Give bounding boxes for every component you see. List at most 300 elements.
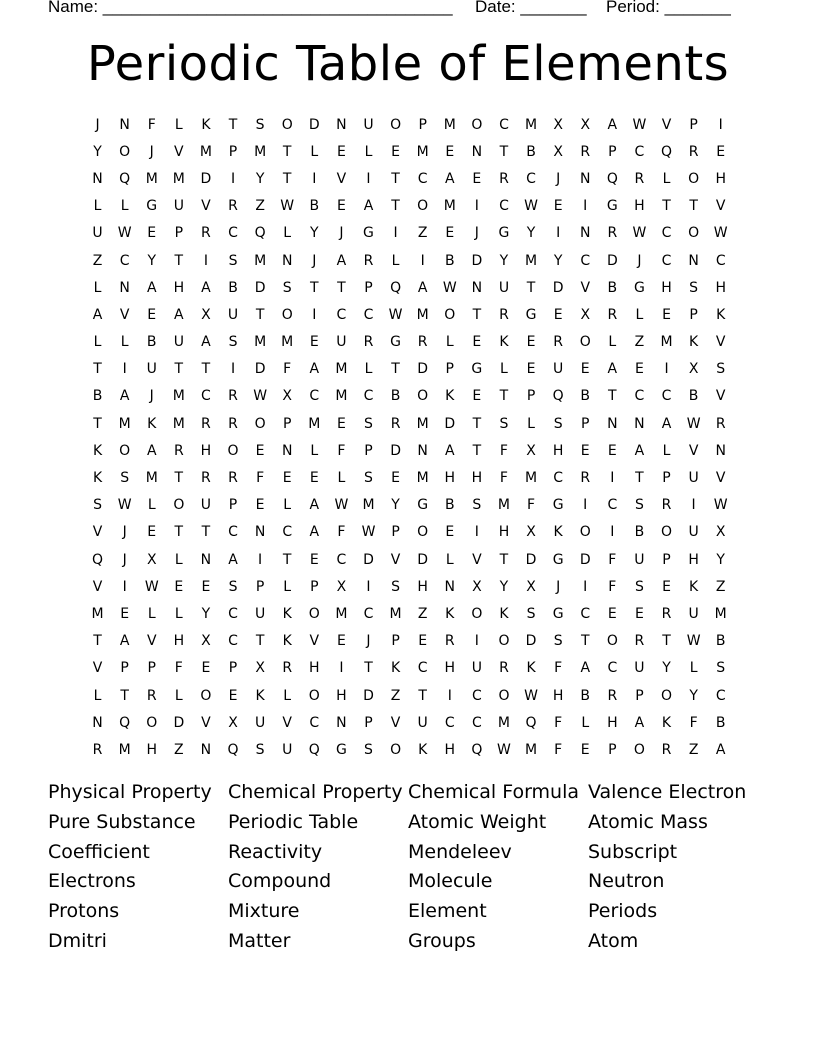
grid-letter: R: [553, 334, 563, 351]
grid-letter: M: [714, 605, 727, 622]
grid-letter: I: [203, 252, 208, 269]
grid-letter: E: [201, 578, 211, 595]
grid-letter: T: [472, 306, 482, 323]
grid-letter: C: [119, 252, 130, 269]
grid-letter: R: [444, 633, 455, 650]
word-list-item: Subscript: [588, 840, 678, 863]
grid-letter: S: [282, 279, 292, 296]
grid-letter: A: [607, 361, 618, 378]
grid-letter: D: [390, 442, 401, 459]
grid-letter: N: [200, 551, 212, 568]
grid-letter: G: [146, 198, 158, 215]
grid-letter: T: [201, 524, 211, 541]
grid-letter: V: [336, 170, 347, 187]
grid-letter: O: [688, 225, 700, 242]
grid-letter: R: [607, 687, 618, 704]
grid-letter: A: [146, 279, 157, 296]
grid-letter: M: [416, 143, 429, 160]
grid-letter: U: [688, 470, 699, 487]
word-list-item: Protons: [48, 900, 120, 923]
grid-letter: F: [256, 470, 265, 487]
grid-letter: Y: [716, 551, 725, 568]
grid-letter: E: [309, 551, 319, 568]
grid-letter: H: [444, 741, 456, 758]
grid-letter: R: [580, 143, 591, 160]
grid-letter: T: [255, 306, 265, 323]
grid-letter: O: [417, 388, 429, 405]
grid-letter: C: [363, 388, 374, 405]
grid-letter: R: [282, 660, 293, 677]
grid-letter: A: [119, 633, 130, 650]
grid-letter: S: [255, 741, 265, 758]
grid-letter: E: [336, 143, 346, 160]
grid-letter: J: [637, 252, 642, 269]
grid-letter: I: [339, 660, 344, 677]
word-list-item: Physical Property: [48, 781, 212, 803]
grid-letter: K: [526, 660, 536, 677]
grid-letter: H: [634, 198, 645, 215]
grid-letter: H: [146, 741, 157, 758]
grid-letter: F: [174, 660, 183, 677]
grid-letter: E: [445, 524, 455, 541]
grid-letter: E: [336, 198, 346, 215]
grid-letter: X: [472, 578, 482, 595]
grid-letter: J: [556, 170, 561, 187]
grid-letter: X: [580, 116, 591, 133]
grid-letter: K: [553, 524, 563, 541]
grid-letter: M: [525, 252, 538, 269]
grid-letter: L: [391, 252, 400, 269]
grid-letter: W: [686, 415, 701, 432]
grid-letter: R: [417, 334, 428, 351]
grid-letter: R: [499, 660, 509, 677]
grid-letter: E: [336, 415, 346, 432]
word-list-item: Neutron: [588, 870, 665, 893]
grid-letter: I: [312, 306, 317, 323]
word-list-item: Atom: [588, 929, 639, 952]
grid-letter: P: [689, 306, 698, 323]
grid-letter: H: [661, 279, 672, 296]
grid-letter: W: [144, 578, 159, 595]
grid-letter: I: [474, 633, 479, 650]
word-list-item: Periods: [588, 900, 658, 923]
grid-letter: N: [254, 524, 266, 541]
grid-letter: V: [92, 524, 103, 541]
grid-letter: R: [634, 170, 645, 187]
grid-letter: T: [174, 470, 184, 487]
grid-letter: M: [497, 497, 510, 514]
grid-letter: E: [580, 361, 590, 378]
grid-letter: C: [634, 143, 645, 160]
grid-letter: K: [390, 660, 401, 677]
grid-letter: H: [715, 279, 726, 296]
grid-letter: W: [253, 388, 268, 405]
grid-letter: O: [281, 306, 293, 323]
grid-letter: E: [662, 578, 671, 595]
grid-letter: C: [661, 225, 672, 242]
grid-letter: S: [228, 578, 238, 595]
grid-letter: G: [606, 198, 618, 215]
grid-letter: I: [583, 198, 588, 215]
grid-letter: A: [417, 279, 428, 296]
grid-letter: C: [471, 714, 482, 731]
grid-letter: K: [255, 687, 265, 704]
grid-letter: H: [444, 660, 456, 677]
grid-letter: I: [312, 170, 317, 187]
grid-letter: E: [607, 605, 617, 622]
grid-letter: E: [526, 334, 536, 351]
grid-letter: M: [172, 170, 185, 187]
grid-letter: I: [718, 116, 723, 133]
grid-letter: D: [417, 551, 429, 568]
grid-letter: N: [200, 741, 212, 758]
grid-letter: U: [553, 361, 564, 378]
grid-letter: O: [308, 605, 320, 622]
grid-letter: N: [119, 279, 130, 296]
grid-letter: H: [200, 442, 212, 459]
grid-letter: J: [339, 225, 344, 242]
grid-letter: C: [634, 388, 645, 405]
word-list-item: Reactivity: [228, 840, 323, 863]
word-search-grid: [84, 111, 744, 764]
grid-letter: V: [309, 633, 320, 650]
word-list-item: Matter: [228, 929, 291, 952]
grid-letter: R: [201, 470, 211, 487]
grid-letter: E: [147, 524, 157, 541]
grid-letter: G: [471, 361, 483, 378]
grid-letter: T: [282, 170, 292, 187]
grid-letter: E: [391, 143, 400, 160]
grid-letter: K: [716, 306, 726, 323]
grid-letter: I: [366, 578, 371, 595]
grid-letter: N: [92, 170, 103, 187]
grid-letter: A: [201, 334, 211, 351]
grid-letter: C: [471, 687, 482, 704]
grid-letter: C: [363, 306, 374, 323]
grid-letter: D: [525, 551, 537, 568]
grid-letter: R: [146, 687, 157, 704]
grid-letter: C: [228, 605, 238, 622]
grid-letter: O: [254, 415, 266, 432]
grid-letter: S: [228, 252, 238, 269]
grid-letter: F: [554, 714, 563, 731]
grid-letter: A: [634, 442, 645, 459]
grid-row: [84, 628, 744, 655]
grid-row: [84, 301, 744, 328]
grid-letter: Y: [255, 170, 265, 187]
grid-letter: T: [93, 633, 102, 650]
grid-letter: T: [418, 687, 427, 704]
grid-letter: B: [444, 497, 455, 514]
grid-letter: E: [526, 361, 536, 378]
grid-letter: R: [580, 470, 591, 487]
grid-letter: I: [556, 225, 561, 242]
grid-letter: F: [147, 116, 156, 133]
grid-letter: E: [391, 470, 400, 487]
grid-letter: R: [173, 442, 184, 459]
grid-letter: W: [117, 225, 132, 242]
grid-letter: M: [389, 605, 402, 622]
grid-letter: F: [527, 497, 536, 514]
grid-letter: Z: [417, 605, 428, 622]
grid-letter: P: [635, 687, 644, 704]
grid-letter: M: [660, 334, 673, 351]
grid-letter: I: [393, 225, 398, 242]
grid-row: [84, 165, 744, 192]
grid-letter: L: [174, 551, 183, 568]
word-list-item: Compound: [228, 870, 332, 893]
grid-letter: O: [633, 741, 645, 758]
student-info-line: [48, 0, 748, 21]
grid-letter: T: [282, 551, 292, 568]
name-field[interactable]: Name: _____________________________________: [48, 0, 453, 16]
grid-letter: R: [363, 252, 374, 269]
grid-letter: S: [716, 660, 726, 677]
grid-letter: L: [174, 687, 183, 704]
grid-letter: M: [118, 741, 131, 758]
grid-letter: E: [553, 198, 563, 215]
grid-letter: J: [149, 143, 154, 160]
grid-letter: J: [122, 524, 127, 541]
grid-letter: P: [310, 578, 319, 595]
grid-letter: L: [147, 605, 156, 622]
period-field[interactable]: Period: _______: [606, 0, 731, 16]
grid-letter: I: [474, 198, 479, 215]
grid-letter: B: [526, 143, 536, 160]
grid-letter: M: [416, 415, 429, 432]
grid-letter: L: [120, 198, 129, 215]
grid-letter: M: [416, 306, 429, 323]
grid-letter: T: [499, 143, 509, 160]
grid-letter: Q: [119, 714, 131, 731]
grid-letter: L: [310, 442, 319, 459]
grid-letter: C: [580, 252, 591, 269]
grid-letter: M: [254, 334, 267, 351]
grid-letter: A: [309, 524, 320, 541]
grid-letter: C: [417, 170, 428, 187]
grid-letter: A: [363, 198, 374, 215]
grid-letter: E: [553, 306, 563, 323]
grid-row: [84, 655, 744, 682]
grid-letter: T: [689, 198, 698, 215]
grid-letter: N: [634, 415, 645, 432]
grid-letter: G: [390, 334, 401, 351]
grid-letter: D: [525, 633, 537, 650]
grid-letter: C: [228, 225, 238, 242]
grid-letter: K: [147, 415, 157, 432]
grid-row: [84, 736, 744, 763]
grid-letter: P: [662, 470, 671, 487]
grid-letter: E: [228, 687, 238, 704]
grid-letter: U: [336, 334, 347, 351]
grid-letter: M: [335, 388, 348, 405]
grid-letter: P: [391, 524, 400, 541]
grid-letter: L: [93, 334, 102, 351]
grid-letter: X: [715, 524, 726, 541]
grid-letter: U: [471, 660, 482, 677]
grid-letter: E: [309, 334, 319, 351]
word-list-item: Dmitri: [48, 929, 107, 952]
grid-letter: Y: [499, 578, 509, 595]
grid-letter: H: [417, 578, 428, 595]
grid-letter: C: [499, 198, 509, 215]
grid-letter: B: [146, 334, 157, 351]
grid-letter: N: [336, 714, 347, 731]
grid-row: [84, 492, 744, 519]
grid-letter: M: [145, 470, 158, 487]
grid-letter: W: [334, 497, 349, 514]
grid-letter: L: [337, 470, 346, 487]
grid-letter: Y: [689, 687, 698, 704]
word-list-item: Mixture: [228, 900, 300, 923]
grid-letter: T: [93, 415, 102, 432]
grid-letter: N: [688, 252, 699, 269]
grid-letter: A: [119, 388, 130, 405]
grid-letter: E: [472, 170, 482, 187]
grid-letter: Z: [634, 334, 645, 351]
grid-letter: L: [174, 116, 183, 133]
grid-letter: S: [255, 116, 265, 133]
grid-letter: E: [282, 470, 292, 487]
grid-letter: I: [610, 524, 615, 541]
grid-letter: U: [227, 306, 239, 323]
grid-letter: E: [255, 497, 265, 514]
grid-letter: P: [581, 415, 590, 432]
grid-letter: M: [443, 198, 456, 215]
grid-letter: O: [119, 442, 131, 459]
grid-letter: K: [689, 578, 699, 595]
grid-letter: R: [363, 334, 374, 351]
grid-letter: S: [391, 578, 401, 595]
grid-letter: U: [634, 551, 645, 568]
grid-letter: X: [526, 442, 536, 459]
grid-letter: W: [497, 741, 511, 758]
grid-letter: X: [553, 143, 563, 160]
grid-letter: C: [282, 524, 293, 541]
grid-letter: O: [661, 687, 673, 704]
grid-letter: F: [337, 524, 346, 541]
grid-letter: H: [552, 687, 564, 704]
grid-row: [84, 138, 744, 165]
grid-letter: M: [172, 388, 185, 405]
grid-letter: N: [444, 578, 455, 595]
grid-letter: P: [364, 442, 373, 459]
grid-letter: V: [715, 388, 726, 405]
grid-letter: K: [499, 334, 509, 351]
grid-letter: S: [526, 605, 536, 622]
grid-letter: H: [498, 524, 510, 541]
grid-letter: M: [525, 116, 538, 133]
grid-letter: C: [553, 470, 564, 487]
grid-letter: H: [471, 470, 483, 487]
grid-letter: J: [149, 388, 154, 405]
word-list-item: Mendeleev: [408, 840, 512, 863]
grid-letter: X: [580, 306, 591, 323]
grid-letter: S: [93, 497, 102, 514]
word-list-item: Pure Substance: [48, 810, 196, 833]
grid-letter: B: [92, 388, 103, 405]
grid-letter: J: [556, 578, 561, 595]
grid-letter: I: [420, 252, 425, 269]
grid-letter: K: [282, 633, 292, 650]
grid-letter: I: [474, 524, 479, 541]
grid-letter: N: [281, 442, 293, 459]
grid-letter: U: [92, 225, 103, 242]
grid-letter: B: [607, 279, 618, 296]
grid-letter: M: [497, 714, 510, 731]
grid-letter: Q: [661, 143, 673, 160]
grid-letter: Y: [553, 252, 563, 269]
grid-letter: I: [258, 551, 263, 568]
grid-letter: T: [93, 361, 102, 378]
grid-letter: M: [91, 605, 104, 622]
grid-letter: Q: [552, 388, 564, 405]
grid-letter: M: [525, 741, 538, 758]
grid-letter: T: [499, 551, 509, 568]
grid-letter: Z: [688, 741, 699, 758]
grid-letter: L: [608, 334, 617, 351]
grid-letter: Y: [526, 225, 536, 242]
date-field[interactable]: Date: _______: [475, 0, 587, 16]
grid-letter: O: [200, 687, 212, 704]
grid-letter: A: [174, 306, 184, 323]
grid-letter: R: [228, 388, 238, 405]
grid-letter: T: [337, 279, 346, 296]
grid-letter: W: [524, 198, 538, 215]
grid-letter: D: [254, 279, 266, 296]
grid-letter: M: [335, 361, 348, 378]
grid-letter: S: [364, 741, 373, 758]
grid-letter: P: [147, 660, 156, 677]
grid-row: [84, 546, 744, 573]
grid-letter: C: [661, 388, 672, 405]
grid-letter: O: [498, 687, 510, 704]
grid-letter: F: [283, 361, 292, 378]
grid-letter: Q: [525, 714, 537, 731]
grid-letter: S: [120, 470, 130, 487]
grid-letter: L: [500, 361, 508, 378]
grid-letter: K: [445, 605, 455, 622]
word-list-item: Molecule: [408, 870, 493, 893]
grid-letter: C: [228, 633, 238, 650]
grid-letter: R: [499, 170, 509, 187]
grid-letter: Y: [201, 605, 211, 622]
grid-letter: C: [228, 524, 238, 541]
grid-letter: V: [715, 470, 726, 487]
grid-letter: M: [308, 415, 321, 432]
grid-letter: W: [632, 225, 647, 242]
grid-letter: E: [147, 225, 157, 242]
grid-letter: D: [200, 170, 212, 187]
grid-row: [84, 573, 744, 600]
grid-letter: C: [715, 687, 726, 704]
grid-letter: H: [309, 660, 320, 677]
grid-row: [84, 600, 744, 627]
grid-letter: T: [580, 633, 590, 650]
grid-letter: T: [608, 388, 617, 405]
grid-letter: L: [283, 578, 292, 595]
grid-letter: N: [607, 415, 618, 432]
grid-letter: M: [281, 334, 294, 351]
grid-letter: E: [336, 633, 346, 650]
grid-letter: Q: [471, 741, 483, 758]
grid-letter: T: [174, 361, 184, 378]
grid-letter: O: [308, 687, 320, 704]
grid-letter: B: [228, 279, 238, 296]
grid-letter: M: [335, 605, 348, 622]
grid-letter: C: [309, 714, 320, 731]
grid-letter: O: [471, 116, 483, 133]
